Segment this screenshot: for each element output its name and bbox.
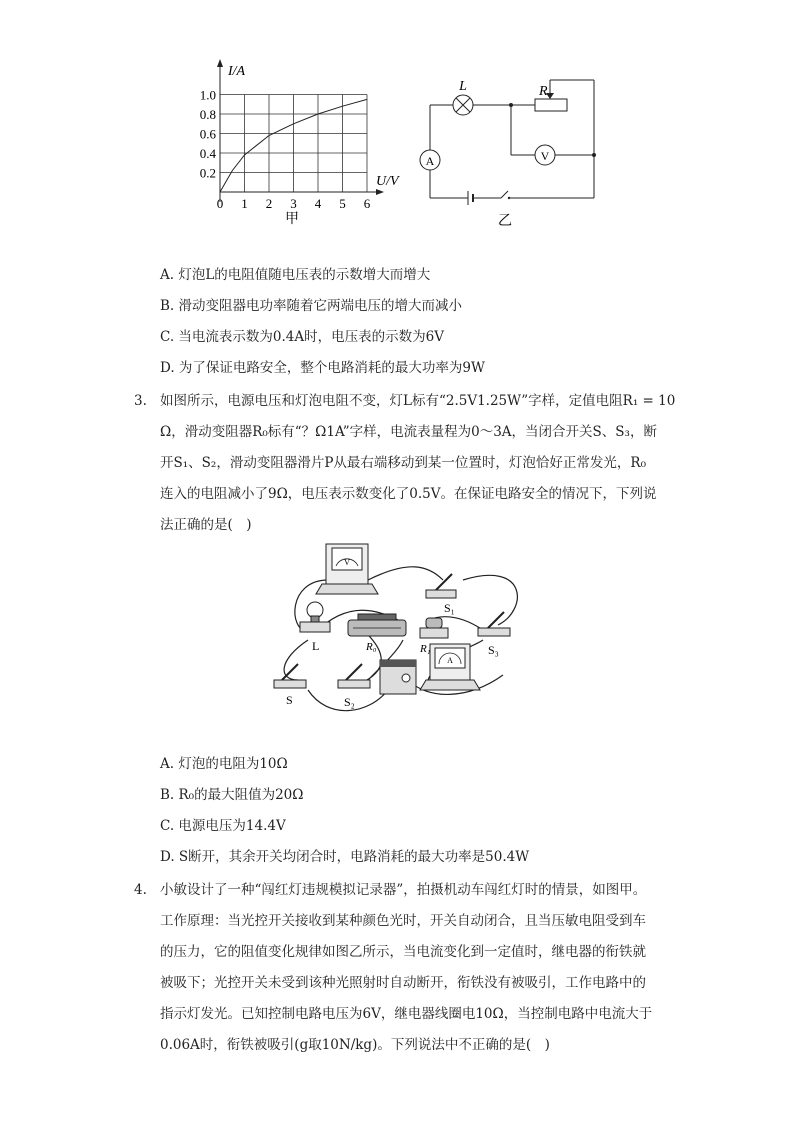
graph-caption: 甲 xyxy=(285,212,299,227)
label-s3: S₃ xyxy=(488,643,499,657)
x-tick-label: 4 xyxy=(314,196,322,211)
q4-line-1: 小敏设计了一种“闯红灯违规模拟记录器”，拍摄机动车闯红灯时的情景，如图甲。 xyxy=(160,882,647,898)
q3-line-4: 连入的电阻减小了9Ω，电压表示数变化了0.5V。在保证电路安全的情况下，下列说 xyxy=(160,486,657,502)
y-tick-label: 1.0 xyxy=(199,87,216,103)
q2-option-a: A. 灯泡L的电阻值随电压表的示数增大而增大 xyxy=(160,267,431,283)
q3-line-5: 法正确的是( ) xyxy=(160,517,252,533)
q4-line-3: 的压力，它的阻值变化规律如图乙所示，当电流变化到一定值时，继电器的衔铁就 xyxy=(160,944,646,960)
switch-device-s2 xyxy=(338,664,370,688)
q3-option-a: A. 灯泡的电阻为10Ω xyxy=(160,756,288,772)
q4-line-6: 0.06A时，衔铁被吸引(g取10N/kg)。下列说法中不正确的是( ) xyxy=(160,1037,550,1053)
resistor-device xyxy=(420,618,448,638)
power-supply-device xyxy=(380,660,416,694)
lamp-label: L xyxy=(459,79,467,94)
x-axis-label: U/V xyxy=(376,174,399,189)
x-tick-label: 6 xyxy=(363,196,371,211)
lamp-device xyxy=(300,602,330,632)
switch-device-s xyxy=(274,664,306,688)
q4-number: 4. xyxy=(134,882,147,898)
y-tick-label: 0.2 xyxy=(199,165,216,181)
circuit-diagram-1 xyxy=(405,70,610,230)
q3-option-c: C. 电源电压为14.4V xyxy=(160,818,286,834)
ammeter-device-label: A xyxy=(447,656,453,665)
q2-option-d: D. 为了保证电路安全，整个电路消耗的最大功率为9W xyxy=(160,360,485,376)
x-tick-label: 0 xyxy=(216,196,224,211)
battery-symbol xyxy=(468,191,473,205)
q4-line-2: 工作原理：当光控开关接收到某种颜色光时，开关自动闭合，且当压敏电阻受到车 xyxy=(160,913,646,929)
q3-line-1: 如图所示，电源电压和灯泡电阻不变，灯L标有“2.5V1.25W”字样，定值电阻R₁ = 10 xyxy=(160,393,676,409)
x-tick-label: 5 xyxy=(339,196,346,211)
q3-number: 3. xyxy=(134,393,147,409)
x-tick-label: 2 xyxy=(265,196,273,211)
x-axis-arrow xyxy=(376,189,384,195)
q3-option-d: D. S断开，其余开关均闭合时，电路消耗的最大功率是50.4W xyxy=(160,849,530,865)
q3-line-2: Ω，滑动变阻器R₀标有“？Ω1A”字样，电流表量程为0～3A，当闭合开关S、S₃，断 xyxy=(160,424,657,440)
y-tick-label: 0.8 xyxy=(199,107,216,122)
circuit-apparatus-figure xyxy=(268,540,528,720)
voltmeter-device xyxy=(316,544,378,594)
label-s: S xyxy=(286,693,293,707)
rheostat-label: R xyxy=(539,84,548,99)
rheostat-device xyxy=(348,614,406,636)
iu-graph xyxy=(190,55,399,230)
q4-line-4: 被吸下；光控开关未受到该种光照射时自动断开，衔铁没有被吸引，工作电路中的 xyxy=(160,975,646,991)
ammeter-label: A xyxy=(425,154,435,168)
y-axis-arrow xyxy=(217,59,223,67)
y-tick-label: 0.6 xyxy=(199,126,216,142)
q2-option-b: B. 滑动变阻器电功率随着它两端电压的增大而减小 xyxy=(160,298,463,314)
switch-symbol xyxy=(501,191,510,199)
y-tick-label: 0.4 xyxy=(199,146,216,161)
voltmeter-label: V xyxy=(540,149,550,163)
label-r0: R₀ xyxy=(366,641,377,653)
label-l: L xyxy=(312,639,320,653)
label-s2: S₂ xyxy=(344,695,355,709)
q4-line-5: 指示灯发光。已知控制电路电压为6V，继电器线圈电10Ω，当控制电路中电流大于 xyxy=(160,1006,653,1022)
y-axis-label: I/A xyxy=(228,64,246,79)
label-r1: R₁ xyxy=(420,643,431,655)
label-s1: S₁ xyxy=(444,601,455,615)
circuit-caption: 乙 xyxy=(498,214,512,229)
voltmeter-device-label: V xyxy=(344,558,350,567)
x-tick-label: 3 xyxy=(290,196,297,211)
rheostat xyxy=(535,99,567,111)
q3-option-b: B. R₀的最大阻值为20Ω xyxy=(160,787,304,803)
q2-option-c: C. 当电流表示数为0.4A时，电压表的示数为6V xyxy=(160,329,444,345)
lamp-symbol xyxy=(453,95,473,115)
q3-line-3: 开S₁、S₂，滑动变阻器滑片P从最右端移动到某一位置时，灯泡恰好正常发光，R₀ xyxy=(160,455,646,471)
x-tick-label: 1 xyxy=(241,196,248,211)
switch-device-s3 xyxy=(478,612,510,636)
